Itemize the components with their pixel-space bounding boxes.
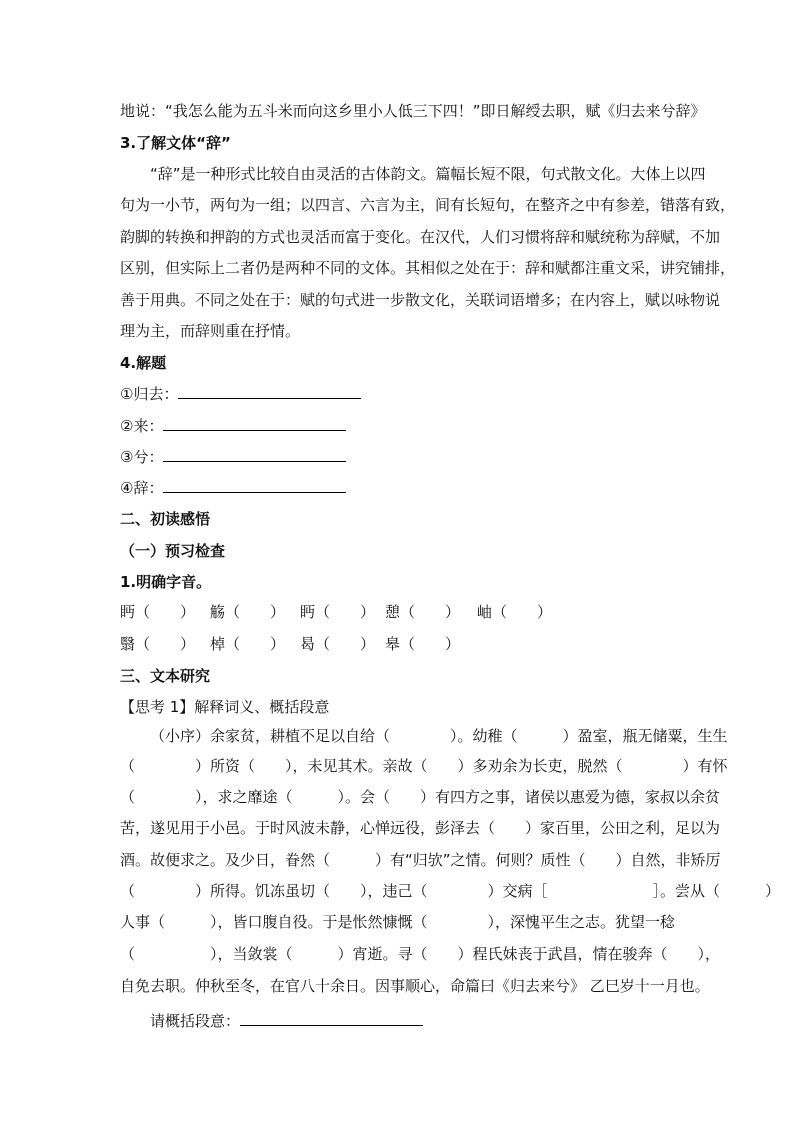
sec3-para-line-1: “辞”是一种形式比较自由灵活的古体韵文。篇幅长短不限，句式散文化。大体上以四: [150, 165, 706, 183]
zhiyin-item: 岫（ ）: [477, 603, 553, 621]
zhiyin-item: 憩（ ）: [385, 603, 461, 621]
text-line-4: 苦，遂见用于小邑。于时风波未静，心惮远役，彭泽去（ ）家百里，公田之利，足以为: [120, 819, 721, 837]
zhiyin-item: 觞（ ）: [210, 603, 286, 621]
section-3-title: 3.了解文体“辞”: [120, 134, 231, 152]
zhiyin-item: 翳（ ）: [120, 635, 196, 653]
answer-blank-1[interactable]: [178, 384, 361, 399]
answer-blank-3[interactable]: [163, 447, 346, 462]
jieti-label-1: ①归去：: [120, 385, 179, 403]
text-line-3: （ ），求之靡途（ ）。会（ ）有四方之事，诸侯以惠爱为德，家叔以余贫: [120, 788, 721, 806]
summary-label: 请概括段意：: [150, 1012, 241, 1030]
zhiyin-item: 眄（ ）: [300, 603, 376, 621]
text-line-7: 人事（ ），皆口腹自役。于是怅然慷慨（ ），深愧平生之志。犹望一稔: [120, 913, 676, 931]
zhiyin-item: 曷（ ）: [300, 635, 376, 653]
section-4-title: 4.解题: [120, 354, 167, 372]
jieti-label-3: ③兮：: [120, 448, 164, 466]
jieti-item-3: [120, 447, 346, 467]
jieti-item-2: [120, 416, 346, 436]
jieti-item-1: [120, 384, 361, 404]
jieti-label-2: ②来：: [120, 417, 164, 435]
zhiyin-title: 1.明确字音。: [120, 573, 212, 591]
zhiyin-item: 棹（ ）: [210, 635, 286, 653]
part-2-title: 二、初读感悟: [120, 510, 211, 528]
text-line-6: （ ）所得。饥冻虽切（ ），违己（ ）交病［ ］。尝从（ ）: [120, 882, 781, 900]
text-line-9: 自免去职。仲秋至冬，在官八十余日。因事顺心，命篇曰《归去来兮》 乙巳岁十一月也。: [120, 977, 710, 995]
sec3-para-line-2: 句为一小节，两句为一组；以四言、六言为主，间有长短句，在整齐之中有参差，错落有致，: [120, 196, 736, 214]
summary-answer-blank[interactable]: [240, 1011, 423, 1026]
part-3-title: 三、文本研究: [120, 667, 211, 685]
summary-prompt: [150, 1011, 423, 1031]
jieti-label-4: ④辞：: [120, 479, 164, 497]
jieti-item-4: [120, 478, 346, 498]
zhiyin-item: 皋（ ）: [385, 635, 461, 653]
answer-blank-4[interactable]: [163, 478, 346, 493]
sec3-para-line-6: 理为主，而辞则重在抒情。: [120, 322, 301, 340]
intro-line: 地说：“我怎么能为五斗米而向这乡里小人低三下四！”即日解绶去职，赋《归去来兮辞》: [120, 102, 706, 120]
text-line-8: （ ），当敛裳（ ）宵逝。寻（ ）程氏妹丧于武昌，情在骏奔（ ），: [120, 945, 721, 963]
text-line-5: 酒。故便求之。及少日，眷然（ ）有“归欤”之情。何则？质性（ ）自然，非矫厉: [120, 851, 721, 869]
sec3-para-line-5: 善于用典。不同之处在于：赋的句式进一步散文化，关联词语增多；在内容上，赋以咏物说: [120, 291, 721, 309]
zhiyin-row-2: [120, 634, 460, 654]
text-line-1: （小序）余家贫，耕植不足以自给（ ）。幼稚（ ）盈室，瓶无储粟，生生: [150, 727, 728, 745]
zhiyin-row-1: [120, 602, 552, 622]
part-2-subtitle: （一）预习检查: [120, 542, 226, 560]
sec3-para-line-4: 区别，但实际上二者仍是两种不同的文体。其相似之处在于：辞和赋都注重文采，讲究铺排，: [120, 259, 736, 277]
zhiyin-item: 眄（ ）: [120, 603, 196, 621]
text-line-2: （ ）所资（ ），未见其术。亲故（ ）多劝余为长吏，脱然（ ）有怀: [120, 757, 728, 775]
answer-blank-2[interactable]: [163, 416, 346, 431]
sec3-para-line-3: 韵脚的转换和押韵的方式也灵活而富于变化。在汉代，人们习惯将辞和赋统称为辞赋，不加: [120, 228, 721, 246]
think-1-heading: 【思考 1】解释词义、概括段意: [120, 698, 330, 716]
